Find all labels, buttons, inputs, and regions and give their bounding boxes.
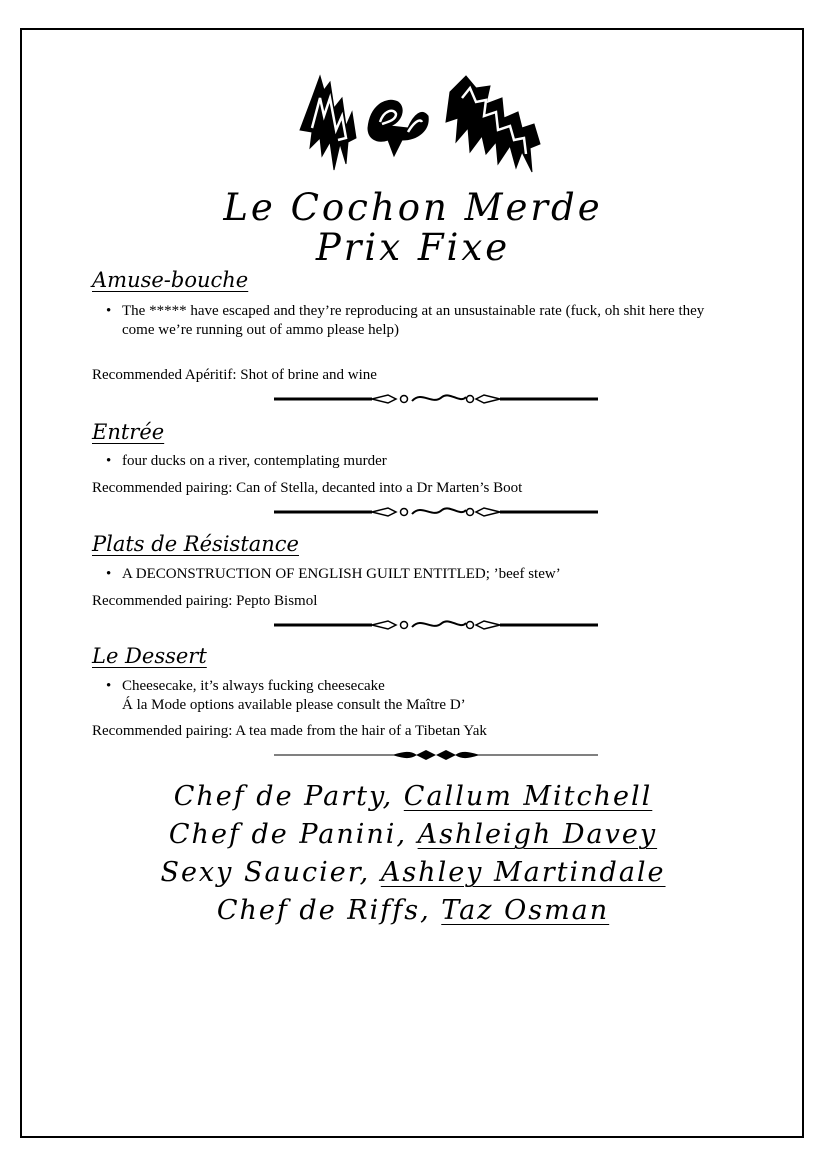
bullet-icon: • <box>106 678 112 694</box>
ornament-divider <box>274 505 598 519</box>
restaurant-title: Le Cochon Merde <box>223 186 603 229</box>
pairing-text: Recommended Apéritif: Shot of brine and wine <box>92 367 377 383</box>
list-item-text: The ***** have escaped and they’re reproducing at an unsustainable rate (fuck, oh shit here they <box>122 303 705 319</box>
pairing-text: Recommended pairing: Pepto Bismol <box>92 593 318 609</box>
ornament-divider-end <box>274 748 598 762</box>
bullet-icon: • <box>106 566 112 582</box>
credit-line <box>0 892 826 930</box>
credit-name: Taz Osman <box>441 895 610 926</box>
credit-role: Chef de Panini, <box>168 819 408 850</box>
credit-line <box>0 816 826 854</box>
gothic-logo <box>290 68 554 180</box>
section-heading-amuse-bouche: Amuse-bouche <box>92 268 249 292</box>
pairing-text: Recommended pairing: A tea made from the hair of a Tibetan Yak <box>92 723 487 739</box>
credit-name: Ashley Martindale <box>380 857 666 888</box>
credit-role: Chef de Party, <box>173 781 394 812</box>
bullet-icon: • <box>106 453 112 469</box>
list-item <box>106 302 766 342</box>
list-item-text: A DECONSTRUCTION OF ENGLISH GUILT ENTITLED; ’beef stew’ <box>122 566 561 582</box>
list-item-text: Cheesecake, it’s always fucking cheesecake <box>122 678 385 694</box>
list-item-text: Á la Mode options available please consult the Maître D’ <box>122 697 466 713</box>
credit-name: Ashleigh Davey <box>417 819 658 850</box>
menu-subtitle: Prix Fixe <box>315 226 511 269</box>
section-heading-plats-de-resistance: Plats de Résistance <box>92 532 299 556</box>
list-item <box>106 565 766 585</box>
list-item-text: come we’re running out of ammo please help) <box>122 322 399 338</box>
bullet-icon: • <box>106 303 112 319</box>
ornament-divider <box>274 618 598 632</box>
credit-role: Chef de Riffs, <box>216 895 431 926</box>
list-item <box>106 452 766 472</box>
credit-name: Callum Mitchell <box>403 781 653 812</box>
credit-role: Sexy Saucier, <box>160 857 371 888</box>
pairing-text: Recommended pairing: Can of Stella, decanted into a Dr Marten’s Boot <box>92 480 523 496</box>
section-heading-entree: Entrée <box>92 420 165 444</box>
list-item <box>106 677 766 717</box>
list-item-text: four ducks on a river, contemplating murder <box>122 453 387 469</box>
ornament-divider <box>274 392 598 406</box>
section-heading-dessert: Le Dessert <box>92 644 207 668</box>
credit-line <box>0 778 826 816</box>
credit-line <box>0 854 826 892</box>
